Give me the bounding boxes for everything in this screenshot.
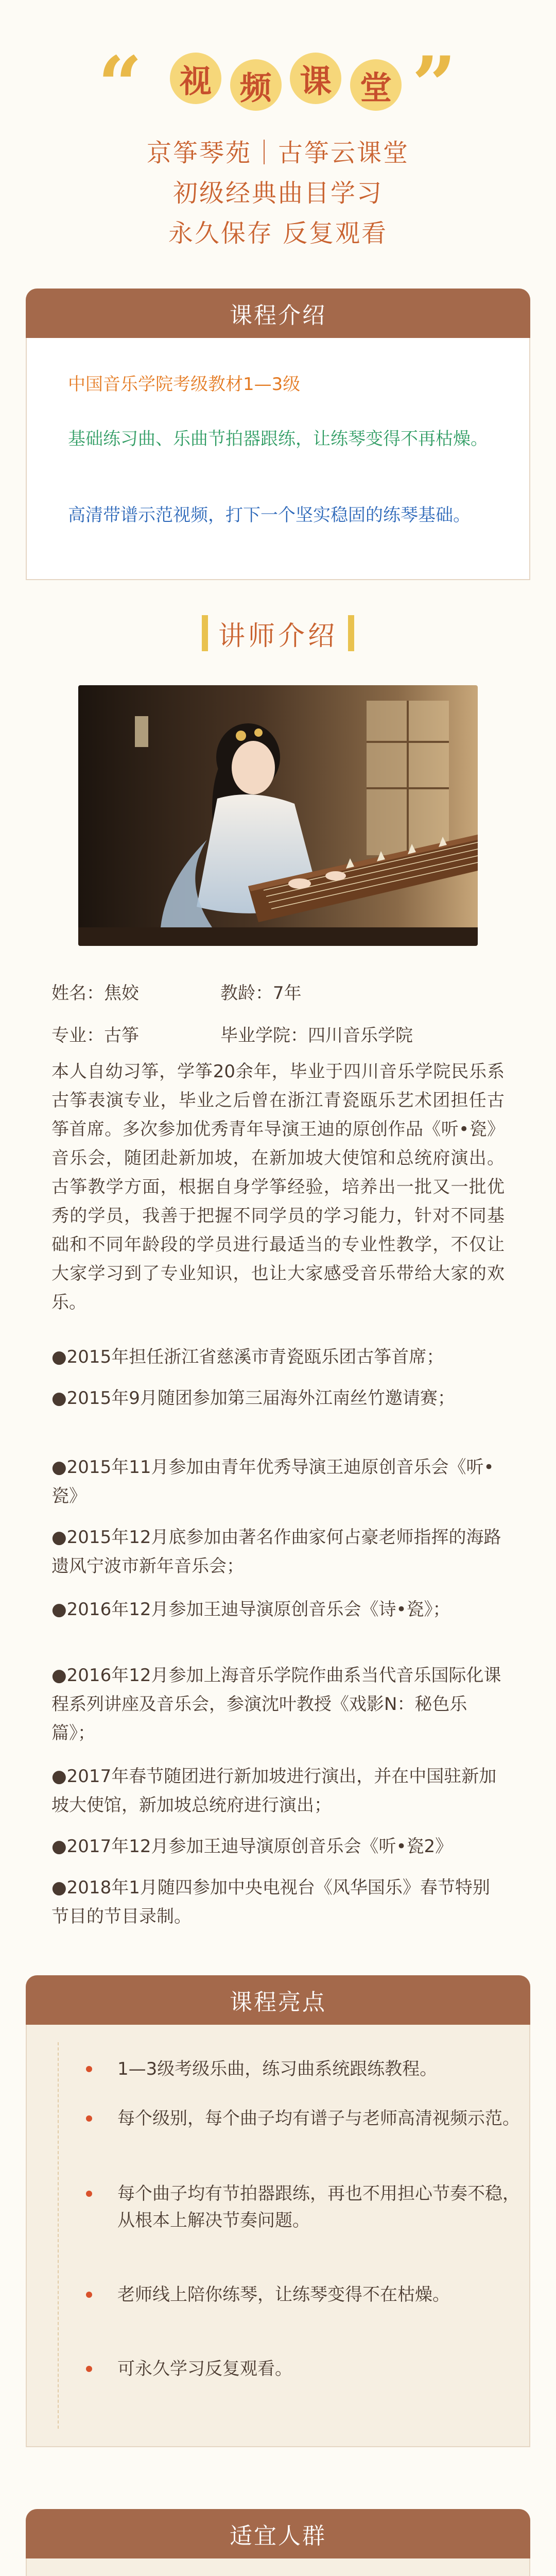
experience-item: ●2015年9月随团参加第三届海外江南丝竹邀请赛；	[51, 1388, 455, 1409]
experience-item: ●2016年12月参加王迪导演原创音乐会《诗•瓷》；	[51, 1599, 450, 1620]
course-intro-heading	[26, 289, 530, 338]
bullet-dot	[86, 2115, 92, 2122]
experience-item: ●2018年1月随四参加中央电视台《风华国乐》春节特别节目的节目录制。	[51, 1877, 490, 1927]
title-char: 频	[230, 59, 282, 111]
highlights-heading	[26, 1975, 530, 2025]
title-char: 课	[290, 53, 341, 104]
teacher-name: 姓名：焦姣	[51, 983, 139, 1004]
highlights-list	[58, 2042, 520, 2429]
highlight-text: 1—3级考级乐曲，练习曲系统跟练教程。	[117, 2059, 438, 2079]
experience-item: ●2015年12月底参加由著名作曲家何占豪老师指挥的海路遗风宁波市新年音乐会；	[51, 1527, 501, 1577]
experience-item: ●2016年12月参加上海音乐学院作曲系当代音乐国际化课程系列讲座及音乐会，参演沈叶教授《戏影N：秘色乐篇》；	[51, 1665, 501, 1743]
audience-box	[26, 2558, 530, 2576]
title-char: 视	[170, 53, 221, 104]
intro-textbook: 中国音乐学院考级教材1—3级	[68, 374, 301, 395]
highlight-text: 每个曲子均有节拍器跟练，再也不用担心节奏不稳，从根本上解决节奏问题。	[117, 2183, 520, 2231]
highlight-text: 老师线上陪你练琴，让练琴变得不在枯燥。	[117, 2284, 450, 2305]
highlights-box	[26, 2025, 530, 2447]
audience-heading	[26, 2509, 530, 2558]
experience-item: ●2015年11月参加由青年优秀导演王迪原创音乐会《听•瓷》	[51, 1457, 494, 1506]
audience-heading-text: 适宜人群	[230, 2523, 326, 2549]
open-quote-mark: “	[98, 40, 143, 130]
teacher-school: 毕业学院：四川音乐学院	[220, 1025, 413, 1046]
subtitle-access: 永久保存 反复观看	[168, 219, 388, 248]
teacher-heading	[0, 608, 556, 665]
course-intro-heading-text: 课程介绍	[230, 302, 326, 329]
course-intro-box	[26, 338, 530, 580]
highlight-item	[90, 2180, 532, 2234]
highlight-item	[90, 2056, 532, 2082]
teacher-heading-text: 讲师介绍	[218, 621, 338, 652]
experience-item: ●2015年担任浙江省慈溪市青瓷瓯乐团古筝首席；	[51, 1347, 444, 1367]
bullet-dot	[86, 2191, 92, 2197]
page-header	[0, 0, 556, 268]
highlights-heading-text: 课程亮点	[230, 1989, 326, 2015]
subtitle-brand: 京筝琴苑｜古筝云课堂	[146, 139, 409, 167]
highlight-item	[90, 2281, 532, 2308]
page-title	[170, 47, 402, 109]
experience-item: ●2017年12月参加王迪导演原创音乐会《听•瓷2》	[51, 1836, 453, 1857]
bullet-dot	[86, 2366, 92, 2372]
highlight-text: 每个级别，每个曲子均有谱子与老师高清视频示范。	[117, 2108, 520, 2129]
highlight-item	[90, 2355, 532, 2382]
subtitle-level: 初级经典曲目学习	[172, 179, 383, 208]
highlight-item	[90, 2105, 532, 2132]
heading-bar-right	[348, 615, 354, 651]
teacher-photo	[78, 685, 478, 946]
teacher-years: 教龄：7年	[220, 983, 302, 1004]
bullet-dot	[86, 2066, 92, 2072]
teacher-photo-illustration	[78, 685, 478, 946]
teacher-bio: 本人自幼习筝，学筝20余年，毕业于四川音乐学院民乐系古筝表演专业，毕业之后曾在浙江青瓷瓯乐艺术团担任古筝首席。多次参加优秀青年导演王迪的原创作品《听•瓷》音乐会，随团赴新加坡，在新加坡大使馆和总统府演出。古筝教学方面，根据自身学筝经验，培养出一批又一批优秀的学员，我善于把握不同学员的学习能力，针对不同基础和不同年龄段的学员进行最适当的专业性教学，不仅让大家学习到了专业知识，也让大家感受音乐带给大家的欢乐。	[51, 1061, 505, 1313]
close-quote-mark: ”	[412, 40, 457, 130]
experience-item: ●2017年春节随团进行新加坡进行演出，并在中国驻新加坡大使馆，新加坡总统府进行演出；	[51, 1766, 497, 1816]
intro-video: 高清带谱示范视频，打下一个坚实稳固的练琴基础。	[68, 505, 471, 526]
teacher-major: 专业：古筝	[51, 1025, 139, 1046]
title-char: 堂	[350, 59, 402, 111]
intro-practice: 基础练习曲、乐曲节拍器跟练，让练琴变得不再枯燥。	[68, 429, 488, 449]
bullet-dot	[86, 2292, 92, 2298]
highlight-text: 可永久学习反复观看。	[117, 2359, 292, 2379]
